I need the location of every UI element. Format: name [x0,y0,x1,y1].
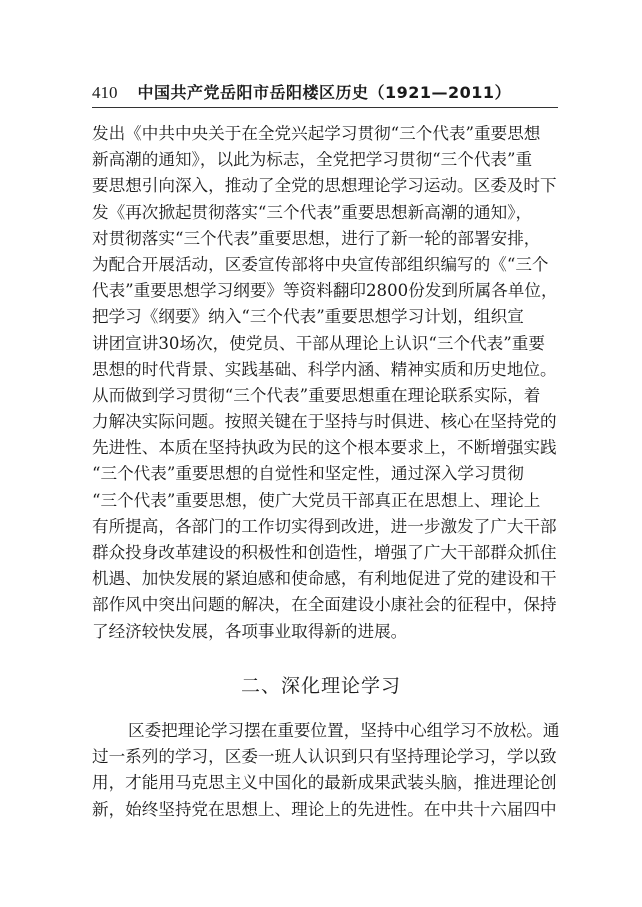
text-line: 思想的时代背景、实践基础、科学内涵、精神实质和历史地位。 [92,359,557,379]
text-line: 要思想引向深入，推动了全党的思想理论学习运动。区委及时下 [92,176,557,196]
page-number: 410 [92,83,118,102]
text-line: 把学习《纲要》纳入“三个代表”重要思想学习计划，组织宣 [92,307,524,327]
text-line: 先进性、本质在坚持执政为民的这个根本要求上，不断增强实践 [92,438,557,458]
text-line: 新高潮的通知》，以此为标志，全党把学习贯彻“三个代表”重 [92,150,533,170]
text-line: 力解决实际问题。按照关键在于坚持与时俱进、核心在坚持党的 [92,412,557,432]
section-heading: 二、深化理论学习 [240,675,401,697]
text-line: 为配合开展活动，区委宣传部将中央宣传部组织编写的《“三个 [92,254,549,274]
paragraph-1 [92,121,560,645]
text-line: “三个代表”重要思想，使广大党员干部真正在思想上、理论上 [92,490,541,510]
text-line: 对贯彻落实“三个代表”重要思想，进行了新一轮的部署安排， [92,228,541,248]
text-line: 群众投身改革建设的积极性和创造性，增强了广大干部群众抓住 [92,543,557,562]
text-line: 机遇、加快发展的紧迫感和使命感，有利地促进了党的建设和干 [92,569,557,589]
text-line: 发出《中共中央关于在全党兴起学习贯彻“三个代表”重要思想 [92,124,541,143]
page-header [92,80,562,106]
text-line: 讲团宣讲30场次，使党员、干部从理论上认识“三个代表”重要 [92,333,545,353]
paragraph-2 [92,718,560,823]
text-line: 发《再次掀起贯彻落实“三个代表”重要思想新高潮的通知》， [92,202,533,222]
text-line: 区委把理论学习摆在重要位置，坚持中心组学习不放松。通 [128,721,560,740]
text-line: 部作风中突出问题的解决，在全面建设小康社会的征程中，保持 [92,595,557,615]
running-title: 中国共产党岳阳市岳阳楼区历史（1921—2011） [137,83,512,102]
text-line: 代表”重要思想学习纲要》等资料翻印2800份发到所属各单位， [92,281,558,301]
text-line: 有所提高，各部门的工作切实得到改进，进一步激发了广大干部 [92,516,557,536]
text-line: 了经济较快发展，各项事业取得新的进展。 [92,621,408,641]
text-line: “三个代表”重要思想的自觉性和坚定性，通过深入学习贯彻 [92,464,524,484]
text-line: 从而做到学习贯彻“三个代表”重要思想重在理论联系实际，着 [92,385,541,405]
text-line: 新，始终坚持党在思想上、理论上的先进性。在中共十六届四中 [92,799,557,819]
header-rule [92,107,558,108]
text-line: 过一系列的学习，区委一班人认识到只有坚持理论学习，学以致 [92,747,557,767]
text-line: 用，才能用马克思主义中国化的最新成果武装头脑，推进理论创 [92,773,557,793]
